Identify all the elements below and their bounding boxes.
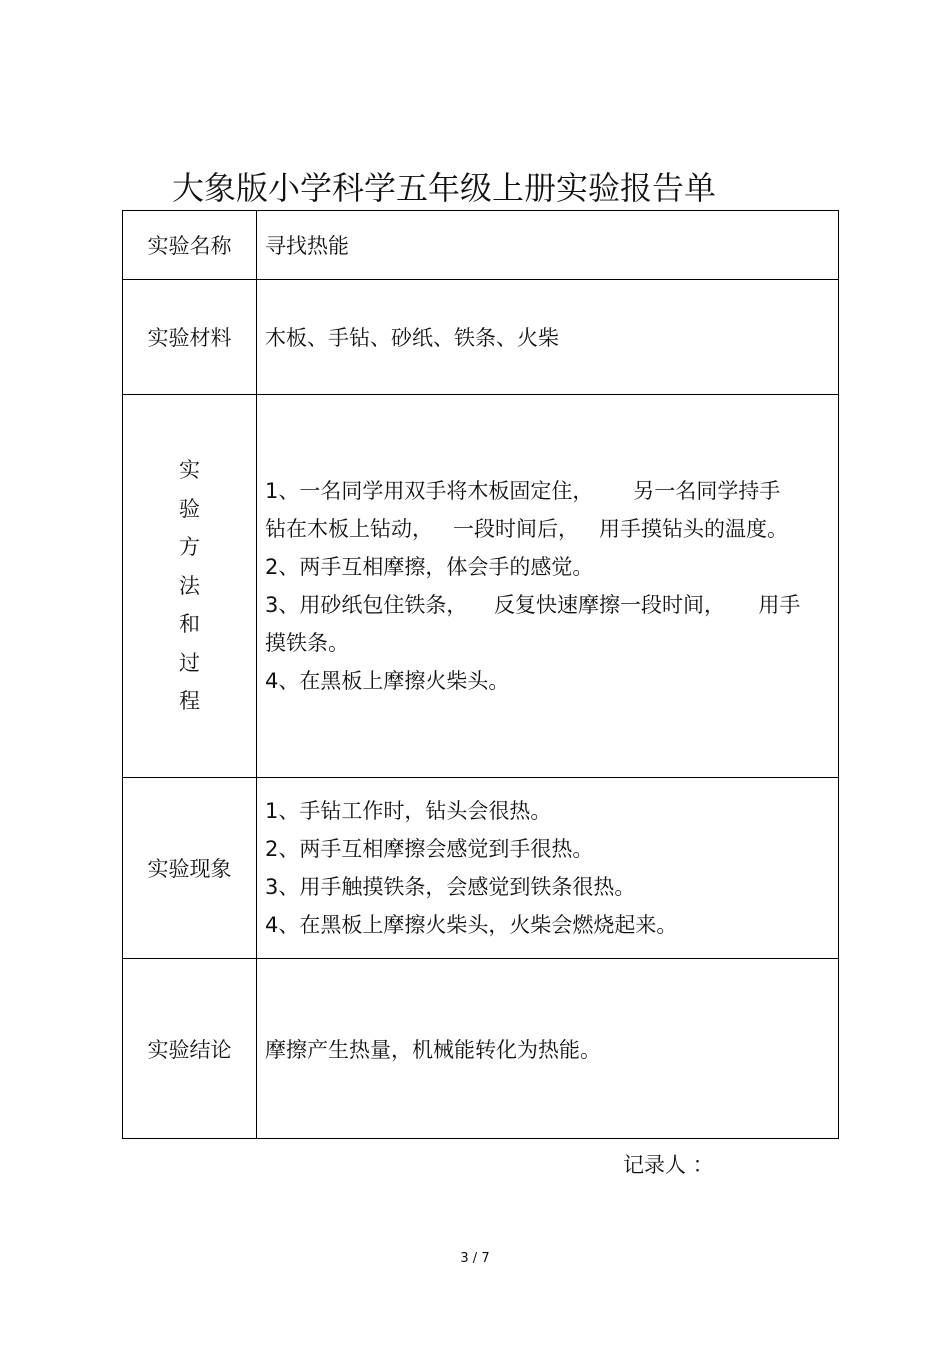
page-number: 3 / 7 bbox=[460, 1251, 490, 1266]
value-experiment-materials: 木板、手钻、砂纸、铁条、火柴 bbox=[257, 280, 839, 395]
table-row-phenomenon bbox=[123, 778, 839, 959]
label-char: 过 bbox=[179, 650, 200, 675]
method-line: 2、两手互相摩擦，体会手的感觉。 bbox=[265, 555, 594, 579]
label-experiment-phenomenon: 实验现象 bbox=[123, 778, 257, 959]
value-experiment-conclusion: 摩擦产生热量，机械能转化为热能。 bbox=[257, 959, 839, 1139]
label-char: 方 bbox=[179, 535, 200, 560]
table-row-materials bbox=[123, 280, 839, 395]
value-experiment-name: 寻找热能 bbox=[257, 211, 839, 280]
vertical-label bbox=[123, 451, 256, 721]
label-experiment-conclusion: 实验结论 bbox=[123, 959, 257, 1139]
value-experiment-phenomenon bbox=[257, 778, 839, 959]
phenomenon-line: 3、用手触摸铁条，会感觉到铁条很热。 bbox=[265, 875, 636, 899]
recorder-label: 记录人 ： bbox=[623, 1153, 714, 1177]
phenomenon-line: 2、两手互相摩擦会感觉到手很热。 bbox=[265, 837, 594, 861]
method-line: 钻在木板上钻动， 一段时间后， 用手摸钻头的温度。 bbox=[265, 517, 789, 541]
label-char: 和 bbox=[179, 612, 200, 637]
table-row-conclusion bbox=[123, 959, 839, 1139]
label-experiment-materials: 实验材料 bbox=[123, 280, 257, 395]
method-line: 1、一名同学用双手将木板固定住， 另一名同学持手 bbox=[265, 479, 781, 503]
label-char: 法 bbox=[179, 573, 200, 598]
page-title: 大象版小学科学五年级上册实验报告单 bbox=[172, 169, 717, 207]
label-char: 实 bbox=[179, 458, 200, 483]
method-line: 4、在黑板上摩擦火柴头。 bbox=[265, 669, 510, 693]
label-experiment-name: 实验名称 bbox=[123, 211, 257, 280]
label-method-and-process bbox=[123, 395, 257, 778]
method-line: 摸铁条。 bbox=[265, 631, 349, 655]
table-row-method bbox=[123, 395, 839, 778]
phenomenon-line: 4、在黑板上摩擦火柴头，火柴会燃烧起来。 bbox=[265, 913, 678, 937]
table-row-name bbox=[123, 211, 839, 280]
label-char: 程 bbox=[179, 689, 200, 714]
value-method-and-process bbox=[257, 395, 839, 778]
report-table bbox=[122, 210, 839, 1139]
label-char: 验 bbox=[179, 496, 200, 521]
method-line: 3、用砂纸包住铁条， 反复快速摩擦一段时间， 用手 bbox=[265, 593, 801, 617]
phenomenon-line: 1、手钻工作时，钻头会很热。 bbox=[265, 799, 552, 823]
